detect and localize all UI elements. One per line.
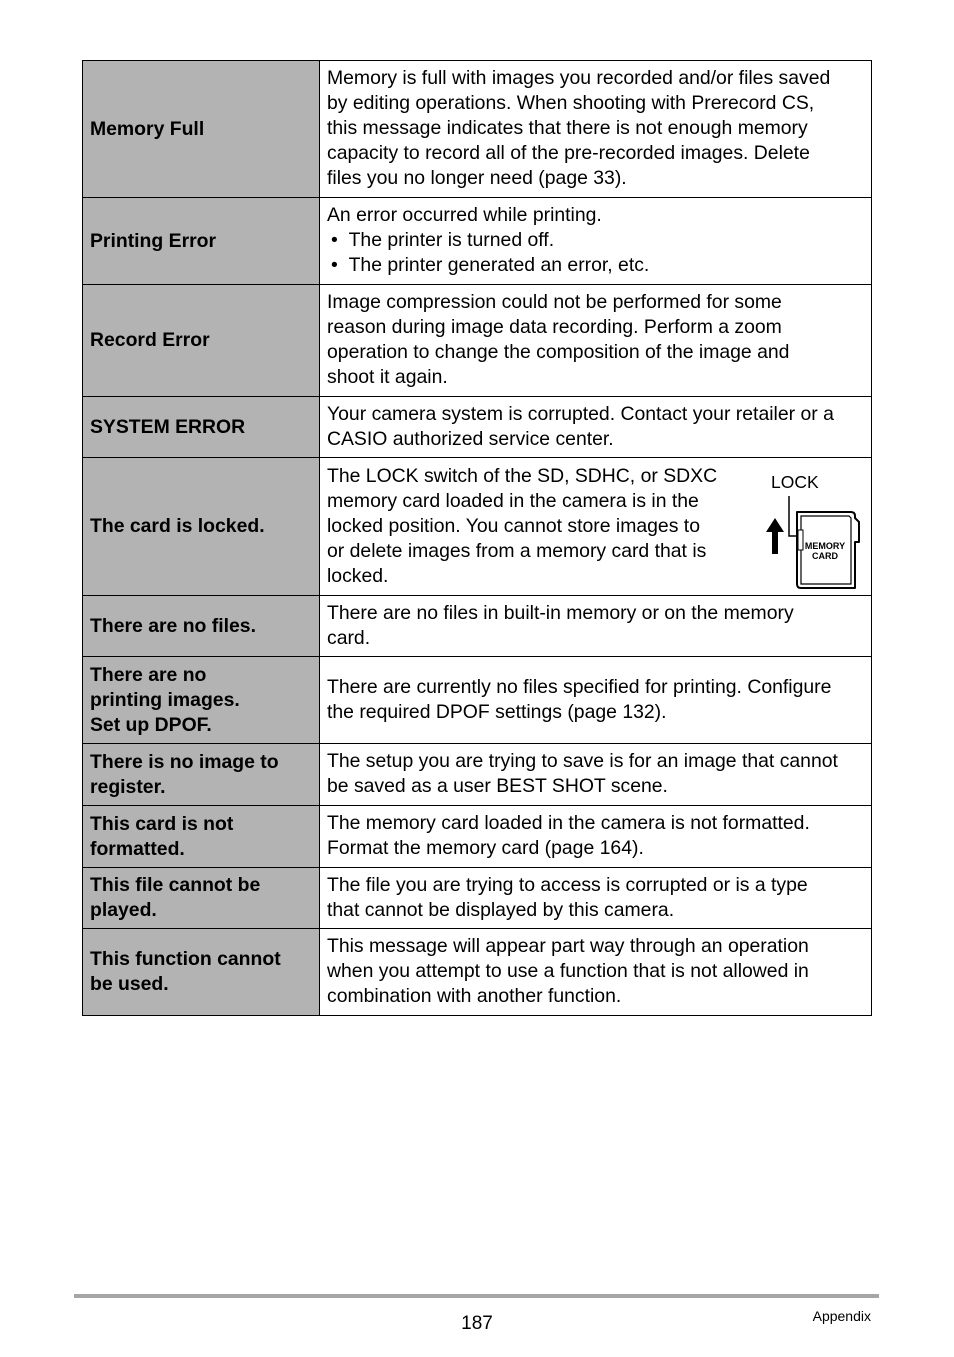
table-row xyxy=(83,868,872,929)
message-description: This message will appear part way through an operation when you attempt to use a function that is not allowed in combination with another function. xyxy=(320,929,872,1016)
table-row xyxy=(83,596,872,657)
table-row xyxy=(83,285,872,397)
table-row xyxy=(83,657,872,744)
table-row xyxy=(83,61,872,198)
message-description: The setup you are trying to save is for an image that cannot be saved as a user BEST SHOT scene. xyxy=(320,744,872,806)
message-description: Memory is full with images you recorded and/or files saved by editing operations. When shooting with Prerecord CS, this message indicates that there is not enough memory capacity to record all of the pre-recorded images. Delete files you no longer need (page 33). xyxy=(320,61,872,198)
message-description: There are currently no files specified for printing. Configure the required DPOF settings (page 132). xyxy=(320,657,872,744)
message-term: There are no printing images. Set up DPOF. xyxy=(83,657,320,744)
message-description: Your camera system is corrupted. Contact your retailer or a CASIO authorized service center. xyxy=(320,397,872,458)
message-term: Memory Full xyxy=(83,61,320,198)
message-description: There are no files in built-in memory or on the memory card. xyxy=(320,596,872,657)
message-term: Printing Error xyxy=(83,198,320,285)
table-row xyxy=(83,198,872,285)
message-term: Record Error xyxy=(83,285,320,397)
lock-label: LOCK xyxy=(771,471,819,492)
footer-rule xyxy=(74,1294,879,1298)
message-term: There are no files. xyxy=(83,596,320,657)
arrow-up-icon xyxy=(766,518,784,554)
table-row xyxy=(83,397,872,458)
bullet-item: • The printer generated an error, etc. xyxy=(331,254,650,276)
message-term: The card is locked. xyxy=(83,458,320,596)
card-label: MEMORY CARD xyxy=(804,540,846,561)
section-label: Appendix xyxy=(812,1308,871,1324)
message-term: This card is not formatted. xyxy=(83,806,320,868)
table-row xyxy=(83,929,872,1016)
message-description: The LOCK switch of the SD, SDHC, or SDXC memory card loaded in the camera is in the locked position. You cannot store images to or delete images from a memory card that is locked. LOCK MEMORY CARD xyxy=(320,458,872,596)
message-term: This function cannot be used. xyxy=(83,929,320,1016)
table-row xyxy=(83,458,872,596)
error-message-table xyxy=(82,60,872,1016)
message-term: This file cannot be played. xyxy=(83,868,320,929)
memory-card-lock-illustration xyxy=(763,466,863,590)
bullet-item: • The printer is turned off. xyxy=(331,229,555,251)
message-description: An error occurred while printing. • The printer is turned off. • The printer generated an error, etc. xyxy=(320,198,872,285)
table-row xyxy=(83,744,872,806)
message-description: The file you are trying to access is corrupted or is a type that cannot be displayed by this camera. xyxy=(320,868,872,929)
message-term: There is no image to register. xyxy=(83,744,320,806)
table-row xyxy=(83,806,872,868)
message-term: SYSTEM ERROR xyxy=(83,397,320,458)
message-description: The memory card loaded in the camera is not formatted. Format the memory card (page 164). xyxy=(320,806,872,868)
message-description: Image compression could not be performed for some reason during image data recording. Perform a zoom operation to change the composition of the image and shoot it again. xyxy=(320,285,872,397)
page-number: 187 xyxy=(461,1313,493,1334)
